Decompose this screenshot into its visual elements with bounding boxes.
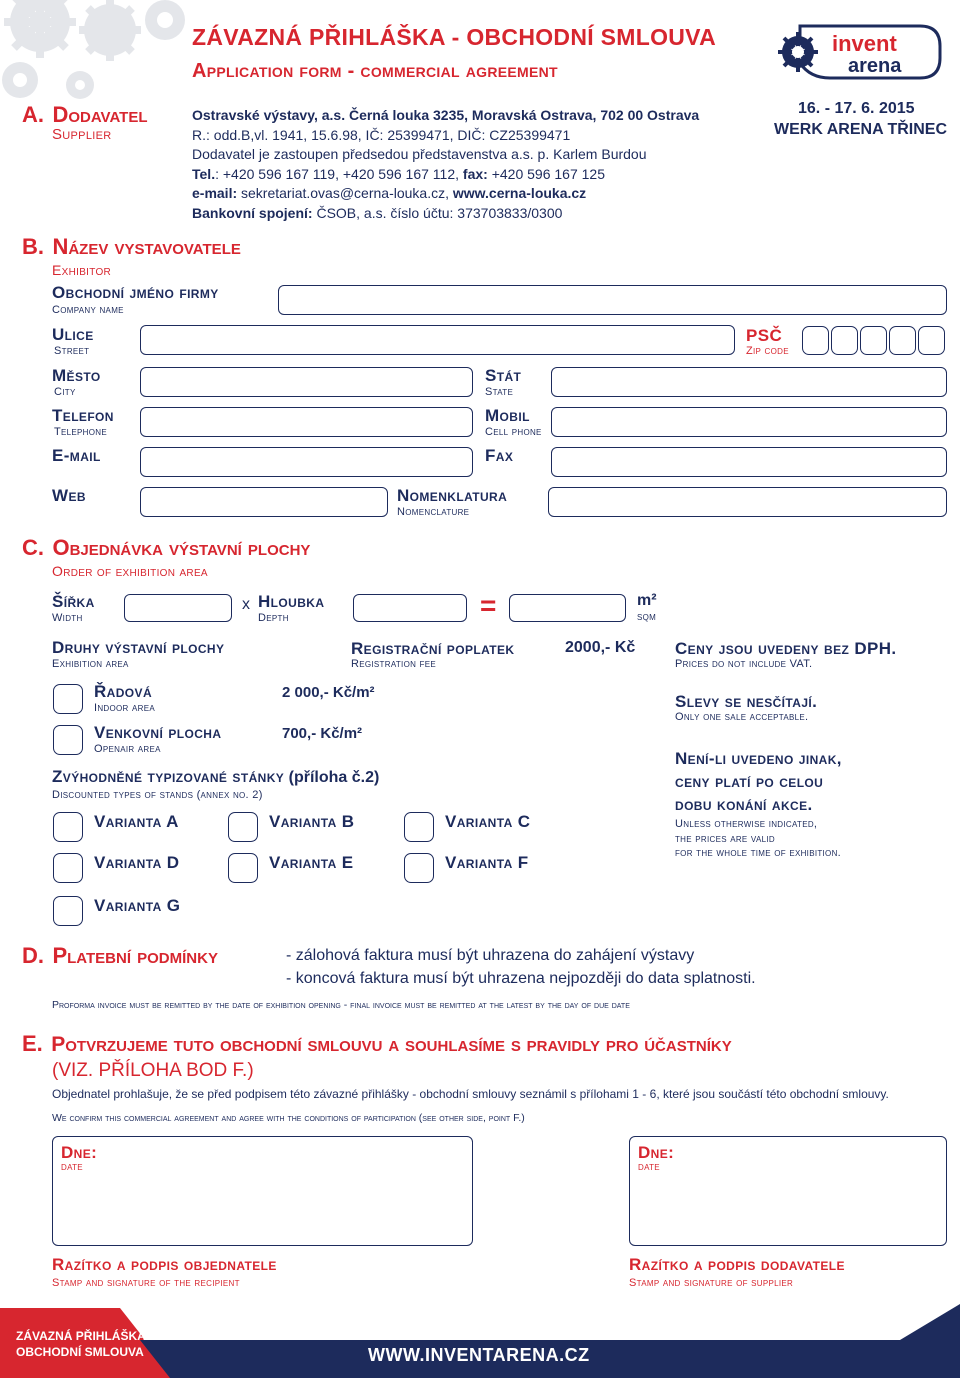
supplier-line-1: Ostravské výstavy, a.s. Černá louka 3235, Moravská Ostrava, 702 00 Ostrava	[192, 107, 700, 123]
supplier-contact-line: Tel.: +420 596 167 119, +420 596 167 112, fax: +420 596 167 125	[192, 165, 605, 182]
nomenclature-sub: Nomenclature	[397, 506, 470, 518]
supplier-email-line: e-mail: sekretariat.ovas@cerna-louka.cz, www.cerna-louka.cz	[192, 185, 587, 202]
outdoor-price: 700,- Kč/m²	[282, 725, 363, 742]
validity-line-1: Není-li uvedeno jinak,	[675, 749, 842, 768]
section-c-letter: C.	[22, 535, 44, 560]
mobile-label: Mobil	[485, 406, 530, 425]
zip-digit-3[interactable]	[860, 326, 887, 355]
area-types-sub: Exhibition area	[52, 658, 129, 670]
event-date: 16. - 17. 6. 2015	[798, 100, 915, 117]
discount-sub: Discounted types of stands (annex no. 2)	[52, 789, 263, 801]
supplier-date-label: Dne:	[638, 1143, 675, 1162]
depth-sub: Depth	[258, 612, 289, 624]
section-b-subtitle: Exhibitor	[52, 262, 112, 278]
logo-text-arena: arena	[848, 55, 902, 77]
fax-input[interactable]	[551, 447, 947, 477]
variant-c-label: Varianta C	[445, 812, 531, 831]
web-label: Web	[52, 486, 86, 505]
supplier-line-3: Dodavatel je zastoupen předsedou představenstva a.s. p. Karlem Burdou	[192, 146, 647, 163]
section-d-letter: D.	[22, 943, 44, 968]
area-result-input[interactable]	[509, 594, 626, 622]
recipient-stamp-label: Razítko a podpis objednatele	[52, 1255, 277, 1274]
supplier-stamp-sub: Stamp and signature of supplier	[629, 1277, 794, 1289]
recipient-date-sub: date	[61, 1161, 83, 1173]
footer-tag-line-2: OBCHODNÍ SMLOUVA	[16, 1345, 144, 1359]
supplier-signature-box[interactable]	[629, 1136, 947, 1246]
footer-url[interactable]: WWW.INVENTARENA.CZ	[368, 1345, 590, 1365]
width-input[interactable]	[124, 594, 232, 622]
section-c-heading	[22, 535, 310, 561]
phone-sub: Telephone	[54, 426, 107, 438]
city-sub: City	[54, 386, 76, 398]
section-e-title: Potvrzujeme tuto obchodní smlouvu a souhlasíme s pravidly pro účastníky	[51, 1033, 732, 1056]
sale-note: Slevy se nesčítají.	[675, 692, 818, 711]
section-b-title: Název vystavovatele	[52, 234, 241, 259]
indoor-checkbox[interactable]	[53, 684, 83, 714]
depth-label: Hloubka	[258, 592, 325, 611]
street-label: Ulice	[52, 325, 94, 344]
payment-english: Proforma invoice must be remitted by the date of exhibition opening - final invoice must be remitted at the latest by the day of due date	[52, 999, 630, 1011]
form-title: ZÁVAZNÁ PŘIHLÁŠKA - OBCHODNÍ SMLOUVA	[192, 24, 717, 50]
phone-label: Telefon	[52, 406, 114, 425]
zip-digit-1[interactable]	[802, 326, 829, 355]
supplier-info	[192, 106, 699, 224]
recipient-date-label: Dne:	[61, 1143, 98, 1162]
discount-label: Zvýhodněné typizované stánky	[52, 767, 285, 786]
section-c-subtitle: Order of exhibition area	[52, 563, 208, 579]
outdoor-checkbox[interactable]	[53, 725, 83, 755]
section-a-subtitle: Supplier	[52, 126, 112, 143]
depth-input[interactable]	[353, 594, 467, 622]
times-sign: x	[242, 596, 250, 613]
equals-sign: =	[480, 590, 497, 621]
payment-line-2: - koncová faktura musí být uhrazena nejpozději do data splatnosti.	[286, 970, 756, 987]
variant-d-label: Varianta D	[94, 853, 180, 872]
variant-a-checkbox[interactable]	[53, 812, 83, 842]
section-a-title: Dodavatel	[52, 102, 148, 127]
street-sub: Street	[54, 345, 90, 357]
validity-sub-3: for the whole time of exhibition.	[675, 847, 842, 859]
company-label: Obchodní jméno firmy	[52, 283, 219, 302]
unit-label: m²	[637, 592, 657, 609]
state-label: Stát	[485, 366, 522, 385]
vat-note: Ceny jsou uvedeny bez DPH.	[675, 639, 897, 658]
company-sub: Company name	[52, 304, 124, 316]
indoor-price: 2 000,- Kč/m²	[282, 684, 375, 701]
city-input[interactable]	[140, 367, 473, 397]
section-b-heading	[22, 234, 241, 260]
variant-c-checkbox[interactable]	[404, 812, 434, 842]
variant-a-label: Varianta A	[94, 812, 179, 831]
event-venue: WERK ARENA TŘINEC	[774, 121, 948, 138]
variant-e-label: Varianta E	[269, 853, 354, 872]
zip-digit-5[interactable]	[918, 326, 945, 355]
variant-g-label: Varianta G	[94, 896, 181, 915]
phone-input[interactable]	[140, 407, 473, 437]
fax-label: Fax	[485, 446, 514, 465]
discount-note: (příloha č.2)	[284, 769, 380, 786]
state-sub: State	[485, 386, 514, 398]
section-d-heading	[22, 943, 218, 969]
state-input[interactable]	[551, 367, 947, 397]
unit-sub: sqm	[637, 611, 657, 623]
validity-note-sub	[675, 817, 841, 861]
section-b-letter: B.	[22, 234, 44, 259]
validity-sub-1: Unless otherwise indicated,	[675, 818, 818, 830]
indoor-label: Řadová	[94, 682, 153, 701]
section-d-title: Platební podmínky	[52, 943, 218, 968]
section-e-czech: Objednatel prohlašuje, že se před podpisem této závazné přihlášky - obchodní smlouvy seznámil s přílohami 1 - 6, které jsou součástí této obchodní smlouvy.	[52, 1087, 889, 1101]
email-label: E-mail	[52, 446, 101, 465]
footer-tag-line-1: ZÁVAZNÁ PŘIHLÁŠKA	[16, 1329, 146, 1343]
supplier-stamp-label: Razítko a podpis dodavatele	[629, 1255, 845, 1274]
street-input[interactable]	[140, 325, 735, 355]
vat-note-sub: Prices do not include VAT.	[675, 658, 813, 670]
email-input[interactable]	[140, 447, 473, 477]
discount-heading	[52, 767, 379, 787]
zip-label: PSČ	[746, 326, 783, 345]
invent-arena-logo	[770, 18, 950, 86]
mobile-sub: Cell phone	[485, 426, 542, 438]
mobile-input[interactable]	[551, 407, 947, 437]
gears-decoration	[0, 0, 190, 110]
supplier-line-2: R.: odd.B,vl. 1941, 15.6.98, IČ: 25399471, DIČ: CZ25399471	[192, 126, 571, 143]
variant-d-checkbox[interactable]	[53, 853, 83, 883]
variant-b-label: Varianta B	[269, 812, 355, 831]
company-input[interactable]	[278, 285, 947, 315]
variant-e-checkbox[interactable]	[228, 853, 258, 883]
zip-sub: Zip code	[746, 345, 789, 357]
width-label: Šířka	[52, 592, 95, 611]
zip-digit-4[interactable]	[889, 326, 916, 355]
outdoor-label: Venkovní plocha	[94, 723, 222, 742]
logo-text-invent: invent	[832, 31, 897, 56]
section-e-english: We confirm this commercial agreement and agree with the conditions of participation (see other side, point F.)	[52, 1112, 525, 1124]
validity-note	[675, 747, 842, 816]
section-a-heading	[22, 102, 148, 128]
city-label: Město	[52, 366, 101, 385]
variant-b-checkbox[interactable]	[228, 812, 258, 842]
section-e-letter: E.	[22, 1031, 43, 1056]
validity-line-3: dobu konání akce.	[675, 795, 813, 814]
recipient-signature-box[interactable]	[52, 1136, 473, 1246]
payment-line-1: - zálohová faktura musí být uhrazena do zahájení výstavy	[286, 947, 695, 964]
fee-value: 2000,- Kč	[565, 639, 636, 656]
zip-digit-2[interactable]	[831, 326, 858, 355]
validity-sub-2: the prices are valid	[675, 832, 775, 845]
fee-sub: Registration fee	[351, 658, 436, 670]
nomenclature-input[interactable]	[548, 487, 947, 517]
width-sub: Width	[52, 612, 83, 624]
section-c-title: Objednávka výstavní plochy	[52, 535, 311, 560]
nomenclature-label: Nomenklatura	[397, 486, 508, 505]
area-types-label: Druhy výstavní plochy	[52, 638, 225, 657]
fee-label: Registrační poplatek	[351, 639, 515, 658]
web-input[interactable]	[140, 487, 388, 517]
supplier-bank-line: Bankovní spojení: ČSOB, a.s. číslo účtu: 373703833/0300	[192, 204, 563, 221]
supplier-date-sub: date	[638, 1161, 660, 1173]
section-a-letter: A.	[22, 102, 44, 127]
section-e-heading	[22, 1031, 732, 1057]
indoor-sub: Indoor area	[94, 702, 155, 714]
variant-g-checkbox[interactable]	[53, 896, 83, 926]
variant-f-checkbox[interactable]	[404, 853, 434, 883]
validity-line-2: ceny platí po celou	[675, 772, 824, 791]
section-e-title-cont: (VIZ. PŘÍLOHA BOD F.)	[52, 1060, 254, 1081]
recipient-stamp-sub: Stamp and signature of the recipient	[52, 1277, 240, 1289]
sale-note-sub: Only one sale acceptable.	[675, 711, 809, 723]
outdoor-sub: Openair area	[94, 743, 161, 755]
form-subtitle: Application form - commercial agreement	[192, 60, 558, 82]
variant-f-label: Varianta F	[445, 853, 529, 872]
